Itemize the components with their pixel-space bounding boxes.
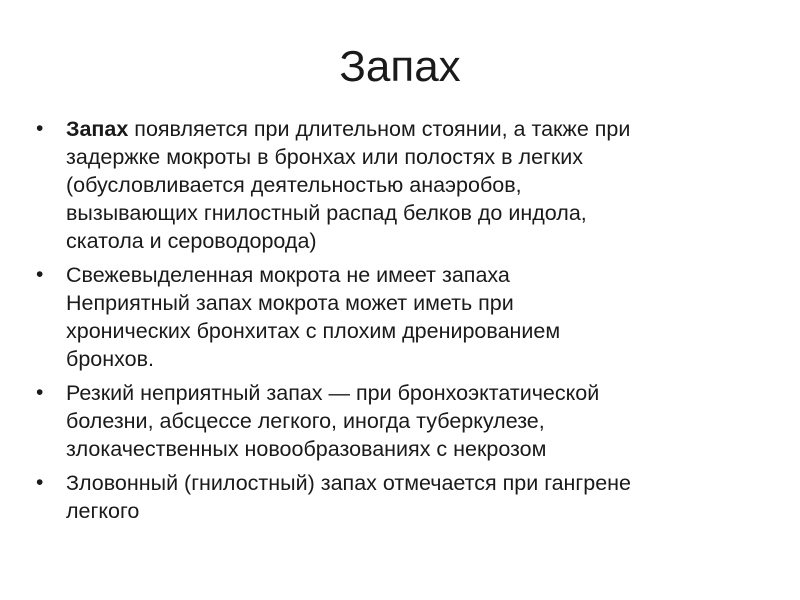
- bullet-item: [36, 469, 776, 525]
- bullet-line: вызывающих гнилостный распад белков до индола,: [66, 201, 587, 225]
- bullet-dot-icon: •: [36, 381, 44, 404]
- bullet-dot-icon: •: [36, 117, 44, 140]
- bullet-line: задержке мокроты в бронхах или полостях в легких: [66, 145, 584, 169]
- bullet-line: Зловонный (гнилостный) запах отмечается при гангрене: [66, 471, 631, 495]
- bullet-line: Резкий неприятный запах — при бронхоэктатической: [66, 381, 600, 405]
- bullet-text: появляется при длительном стоянии, а также при: [128, 117, 631, 141]
- bullet-line: [66, 115, 776, 143]
- bullet-dot-icon: •: [36, 471, 44, 494]
- bullet-line: скатола и сероводорода): [66, 229, 317, 253]
- bullet-item: [36, 261, 776, 373]
- bullet-list: [36, 115, 776, 531]
- bullet-line: злокачественных новообразованиях с некрозом: [66, 437, 547, 461]
- slide-title: Запах: [339, 42, 461, 91]
- bullet-item: [36, 115, 776, 255]
- bullet-bold-term: Запах: [66, 117, 129, 141]
- bullet-line: Неприятный запах мокрота может иметь при: [66, 291, 514, 315]
- bullet-line: болезни, абсцессе легкого, иногда туберкулезе,: [66, 409, 545, 433]
- bullet-line: хронических бронхитах с плохим дренированием: [66, 319, 561, 343]
- bullet-line: (обусловливается деятельностью анаэробов,: [66, 173, 522, 197]
- bullet-item: [36, 379, 776, 463]
- bullet-line: легкого: [66, 499, 140, 523]
- bullet-line: Свежевыделенная мокрота не имеет запаха: [66, 263, 510, 287]
- bullet-line: бронхов.: [66, 347, 154, 371]
- bullet-dot-icon: •: [36, 263, 44, 286]
